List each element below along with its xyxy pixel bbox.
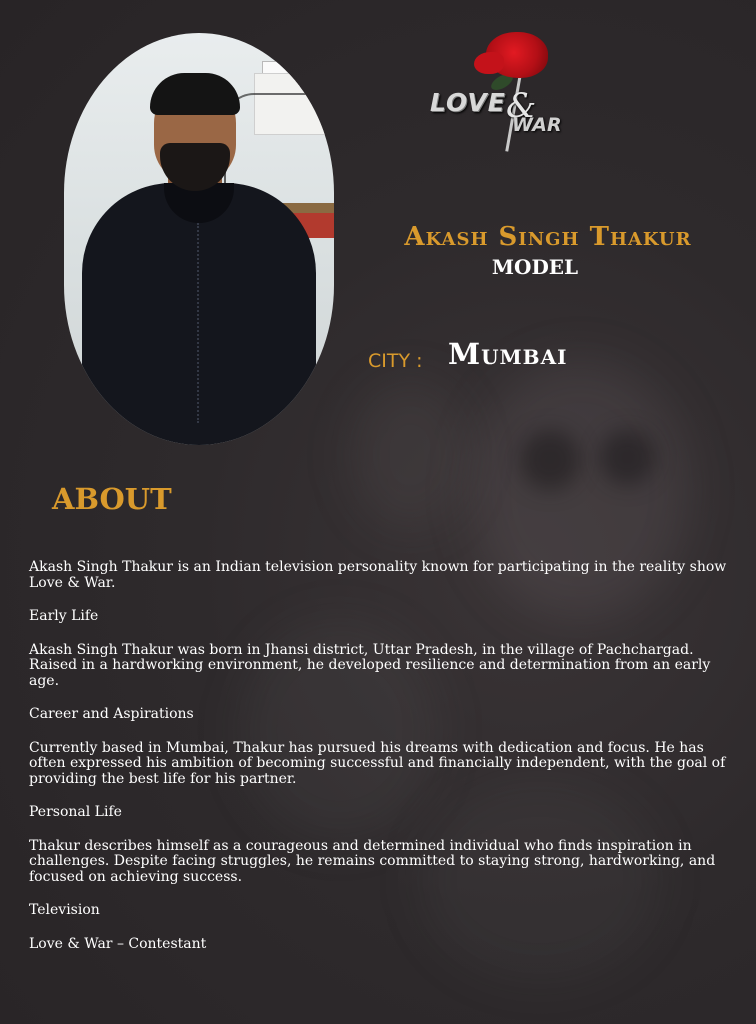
profile-role: MODEL bbox=[491, 255, 579, 279]
logo-ampersand: & bbox=[506, 86, 537, 126]
city-value: Mumbai bbox=[448, 337, 568, 371]
early-life-text: Akash Singh Thakur was born in Jhansi district, Uttar Pradesh, in the village of Pachchargad. Raised in a hardworking environment, he developed resilience and determination from an early age. bbox=[29, 641, 711, 689]
skull-eye-decoration bbox=[600, 430, 655, 485]
about-heading: ABOUT bbox=[52, 482, 172, 516]
rose-petal bbox=[474, 52, 504, 74]
about-intro: Akash Singh Thakur is an Indian television personality known for participating in the reality show Love & War. bbox=[29, 559, 727, 591]
section-heading-early-life: Early Life bbox=[29, 608, 99, 624]
logo-word-love: LOVE bbox=[430, 88, 506, 117]
logo-word-war: WAR bbox=[512, 114, 562, 136]
shirt-buttons bbox=[197, 223, 201, 423]
city-label: CITY : bbox=[368, 350, 423, 372]
about-body bbox=[29, 560, 729, 970]
skull-eye-decoration bbox=[520, 430, 580, 490]
career-text: Currently based in Mumbai, Thakur has pursued his dreams with dedication and focus. He has often expressed his ambition of becoming successful and financially independent, with the goal of providing the best life for his partner. bbox=[29, 739, 726, 787]
section-heading-television: Television bbox=[29, 902, 100, 918]
person-hair bbox=[150, 73, 240, 115]
personal-life-text: Thakur describes himself as a courageous and determined individual who finds inspiration in challenges. Despite facing struggles, he remains committed to staying strong, hardworking, and focused on achieving success. bbox=[29, 837, 716, 885]
smoke-decoration bbox=[350, 380, 470, 530]
section-heading-personal-life: Personal Life bbox=[29, 804, 122, 820]
television-text: Love & War – Contestant bbox=[29, 935, 207, 952]
profile-photo bbox=[64, 33, 334, 445]
section-heading-career: Career and Aspirations bbox=[29, 706, 194, 722]
profile-name: Akash Singh Thakur bbox=[404, 222, 692, 252]
love-and-war-logo bbox=[428, 26, 588, 156]
